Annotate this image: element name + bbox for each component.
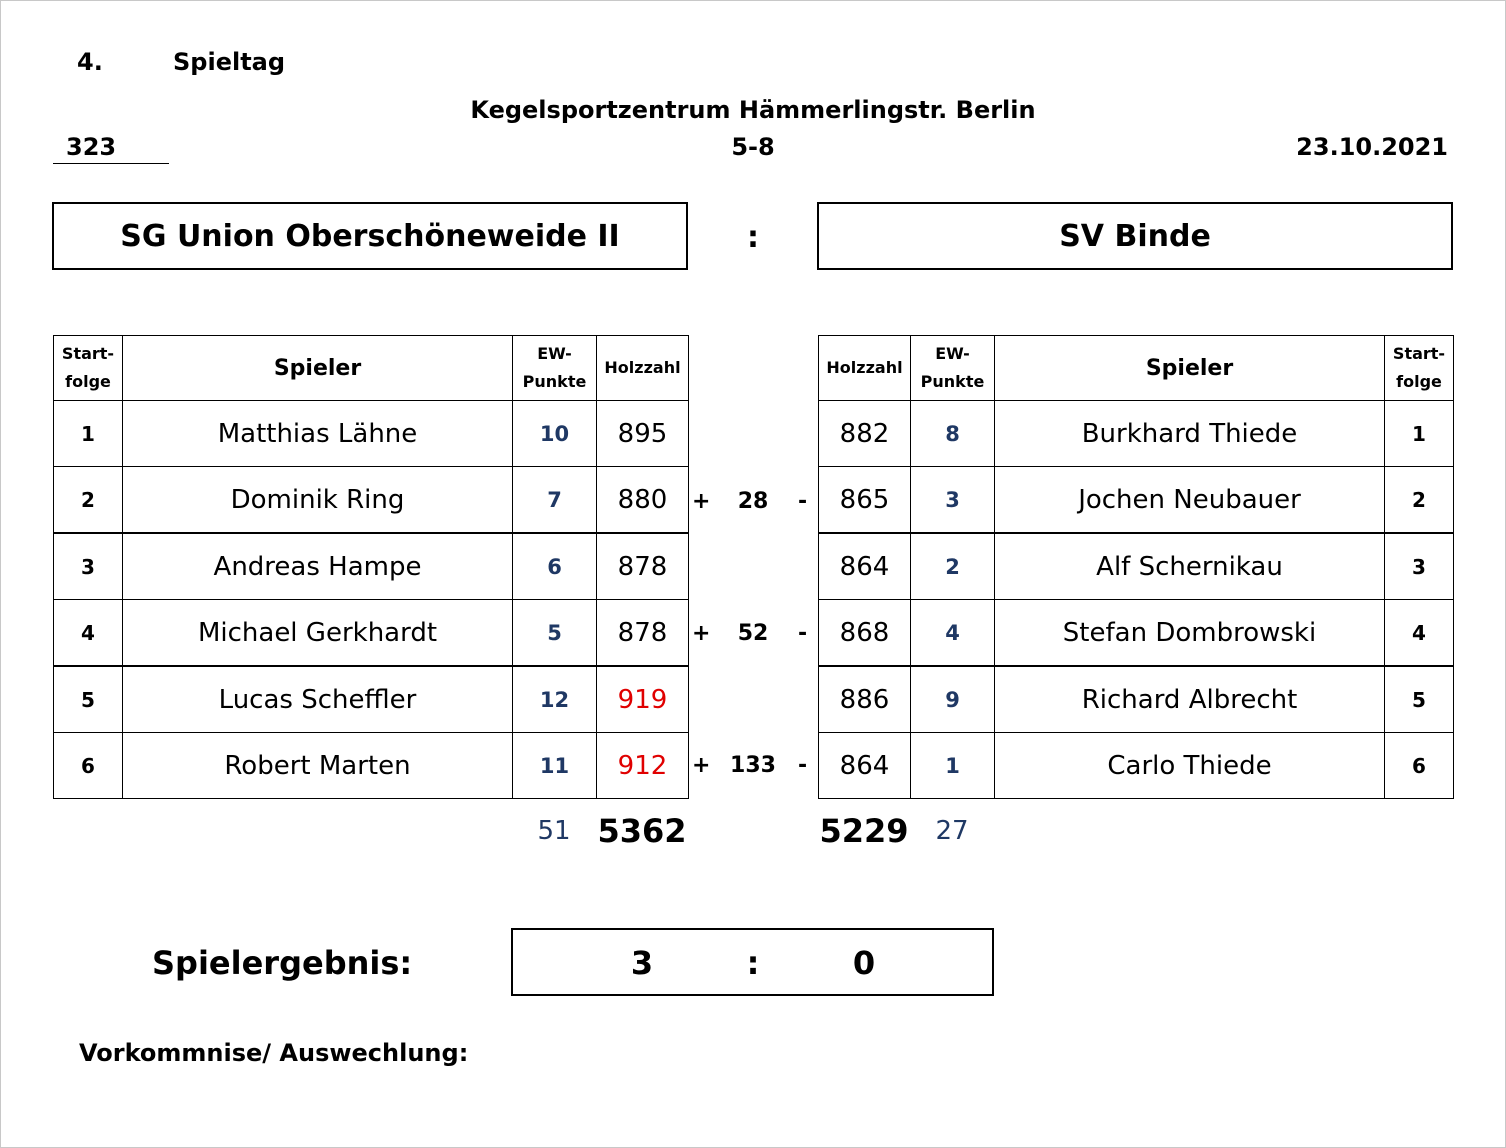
home-team-box (52, 202, 688, 270)
player-name: Burkhard Thiede (995, 401, 1385, 467)
ew-points: 3 (911, 467, 995, 534)
home-team-name: SG Union Oberschöneweide II (120, 218, 620, 254)
diff-minus: - (798, 621, 808, 646)
round-label: Spieltag (173, 48, 286, 76)
player-name: Carlo Thiede (995, 733, 1385, 799)
round-number: 4. (77, 48, 103, 76)
result-away: 0 (852, 944, 876, 982)
ew-points-header: EW- Punkte (513, 336, 597, 401)
start-order: 6 (1385, 733, 1454, 799)
home-players-table (53, 335, 689, 799)
ew-points: 4 (911, 600, 995, 667)
table-row (819, 401, 1454, 467)
away-team-box (817, 202, 1453, 270)
pair-diff-value: 133 (730, 753, 776, 778)
table-row (54, 533, 689, 600)
player-name: Michael Gerkhardt (123, 600, 513, 667)
player-name: Stefan Dombrowski (995, 600, 1385, 667)
table-row (54, 733, 689, 799)
player-header: Spieler (123, 336, 513, 401)
ew-points: 7 (513, 467, 597, 534)
player-name: Alf Schernikau (995, 533, 1385, 600)
start-order: 2 (54, 467, 123, 534)
pins: 882 (819, 401, 911, 467)
away-table-header (819, 336, 1454, 401)
start-order: 1 (1385, 401, 1454, 467)
player-name: Lucas Scheffler (123, 666, 513, 733)
start-order: 6 (54, 733, 123, 799)
start-order: 5 (1385, 666, 1454, 733)
start-order: 3 (1385, 533, 1454, 600)
notes-label: Vorkommnise/ Auswechlung: (79, 1039, 469, 1067)
ew-points: 12 (513, 666, 597, 733)
result-label: Spielergebnis: (152, 944, 413, 982)
pins: 886 (819, 666, 911, 733)
lanes: 5-8 (731, 133, 775, 161)
away-team-name: SV Binde (1059, 218, 1211, 254)
pins: 878 (597, 600, 689, 667)
player-name: Robert Marten (123, 733, 513, 799)
team-separator: : (747, 220, 759, 255)
away-total-pins: 5229 (819, 812, 909, 850)
match-number: 323 (53, 133, 169, 164)
pins: 864 (819, 533, 911, 600)
table-row (819, 733, 1454, 799)
pins-header: Holzzahl (597, 336, 689, 401)
ew-points: 11 (513, 733, 597, 799)
table-row (819, 600, 1454, 667)
pins: 880 (597, 467, 689, 534)
result-separator: : (746, 944, 760, 982)
player-name: Matthias Lähne (123, 401, 513, 467)
start-order: 1 (54, 401, 123, 467)
away-players-table (818, 335, 1454, 799)
ew-points: 10 (513, 401, 597, 467)
pins: 865 (819, 467, 911, 534)
home-total-pins: 5362 (597, 812, 687, 850)
result-home: 3 (630, 944, 654, 982)
ew-points-header: EW- Punkte (911, 336, 995, 401)
pins: 868 (819, 600, 911, 667)
pins-header: Holzzahl (819, 336, 911, 401)
start-order: 4 (1385, 600, 1454, 667)
player-header: Spieler (995, 336, 1385, 401)
player-name: Dominik Ring (123, 467, 513, 534)
diff-plus: + (692, 621, 711, 646)
home-total-ew: 51 (537, 816, 571, 846)
pins: 864 (819, 733, 911, 799)
player-name: Jochen Neubauer (995, 467, 1385, 534)
match-date: 23.10.2021 (1296, 133, 1448, 161)
pins: 878 (597, 533, 689, 600)
ew-points: 1 (911, 733, 995, 799)
table-row (819, 533, 1454, 600)
table-row (819, 666, 1454, 733)
table-row (54, 401, 689, 467)
away-total-ew: 27 (935, 816, 969, 846)
start-order: 5 (54, 666, 123, 733)
diff-minus: - (798, 489, 808, 514)
ew-points: 6 (513, 533, 597, 600)
pins: 895 (597, 401, 689, 467)
ew-points: 5 (513, 600, 597, 667)
table-row (54, 600, 689, 667)
ew-points: 8 (911, 401, 995, 467)
table-row (819, 467, 1454, 534)
start-order-header: Start- folge (1385, 336, 1454, 401)
ew-points: 9 (911, 666, 995, 733)
table-row (54, 467, 689, 534)
player-name: Richard Albrecht (995, 666, 1385, 733)
start-order: 3 (54, 533, 123, 600)
pins: 919 (597, 666, 689, 733)
pair-diff-value: 28 (737, 489, 769, 514)
table-row (54, 666, 689, 733)
player-name: Andreas Hampe (123, 533, 513, 600)
start-order: 2 (1385, 467, 1454, 534)
start-order-header: Start- folge (54, 336, 123, 401)
diff-minus: - (798, 753, 808, 778)
venue: Kegelsportzentrum Hämmerlingstr. Berlin (470, 96, 1036, 124)
pair-diff-value: 52 (737, 621, 769, 646)
home-table-header (54, 336, 689, 401)
ew-points: 2 (911, 533, 995, 600)
start-order: 4 (54, 600, 123, 667)
diff-plus: + (692, 489, 711, 514)
diff-plus: + (692, 753, 711, 778)
pins: 912 (597, 733, 689, 799)
